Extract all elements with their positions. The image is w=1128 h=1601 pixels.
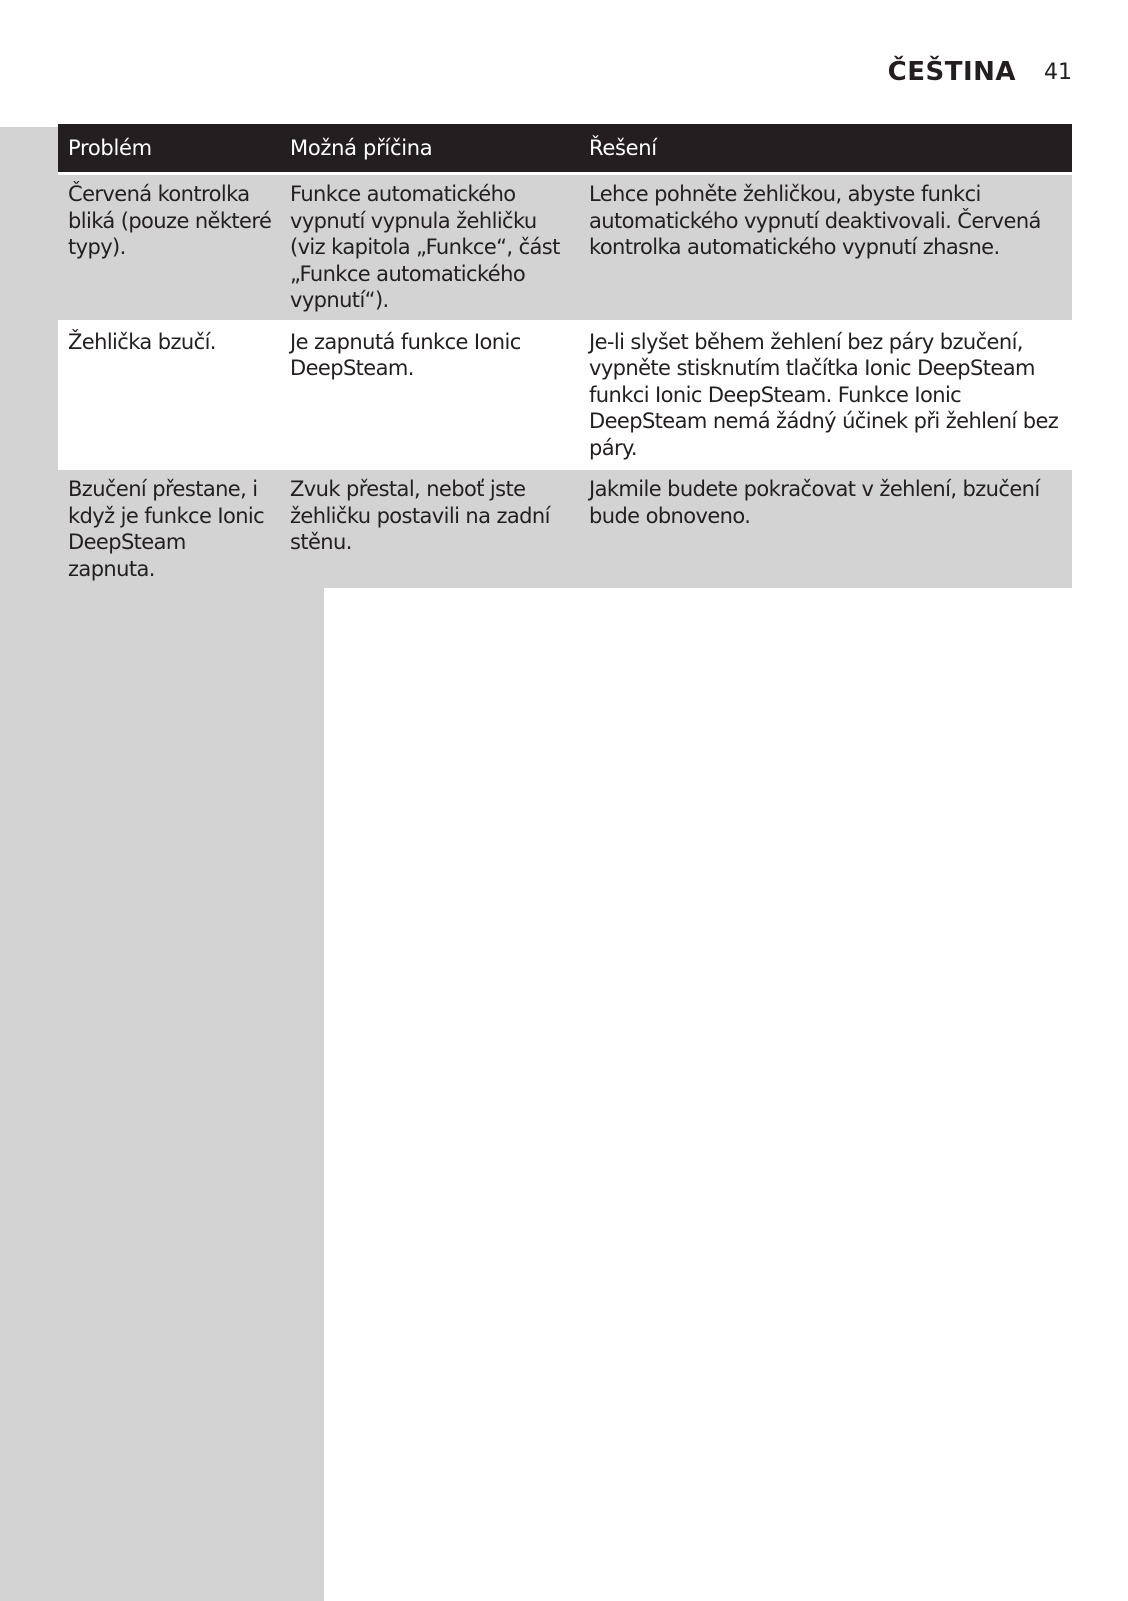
- problem-cell: Červená kontrolka bliká (pouze některé typy).: [58, 174, 280, 322]
- solution-cell: Lehce pohněte žehličkou, abyste funkci automatického vypnutí deaktivovali. Červená kontrolka automatického vypnutí zhasne.: [579, 174, 1072, 322]
- page-number: 41: [1044, 59, 1072, 85]
- solution-cell: Jakmile budete pokračovat v žehlení, bzučení bude obnoveno.: [579, 469, 1072, 589]
- table-row: [58, 321, 1072, 469]
- problem-cell: Žehlička bzučí.: [58, 321, 280, 469]
- column-header-problem: Problém: [58, 124, 280, 174]
- column-header-solution: Řešení: [579, 124, 1072, 174]
- column-header-cause: Možná příčina: [280, 124, 579, 174]
- section-title: ČEŠTINA: [887, 57, 1016, 87]
- table-row: [58, 174, 1072, 322]
- cause-cell: Zvuk přestal, neboť jste žehličku postavili na zadní stěnu.: [280, 469, 579, 589]
- problem-cell: Bzučení přestane, i když je funkce Ionic DeepSteam zapnuta.: [58, 469, 280, 589]
- page-header: [888, 54, 1072, 90]
- cause-cell: Funkce automatického vypnutí vypnula žehličku (viz kapitola „Funkce“, část „Funkce automatického vypnutí“).: [280, 174, 579, 322]
- troubleshooting-table: [58, 124, 1072, 588]
- table-row: [58, 469, 1072, 589]
- table-header-row: [58, 124, 1072, 174]
- cause-cell: Je zapnutá funkce Ionic DeepSteam.: [280, 321, 579, 469]
- solution-cell: Je-li slyšet během žehlení bez páry bzučení, vypněte stisknutím tlačítka Ionic DeepSteam funkci Ionic DeepSteam. Funkce Ionic DeepSteam nemá žádný účinek při žehlení bez páry.: [579, 321, 1072, 469]
